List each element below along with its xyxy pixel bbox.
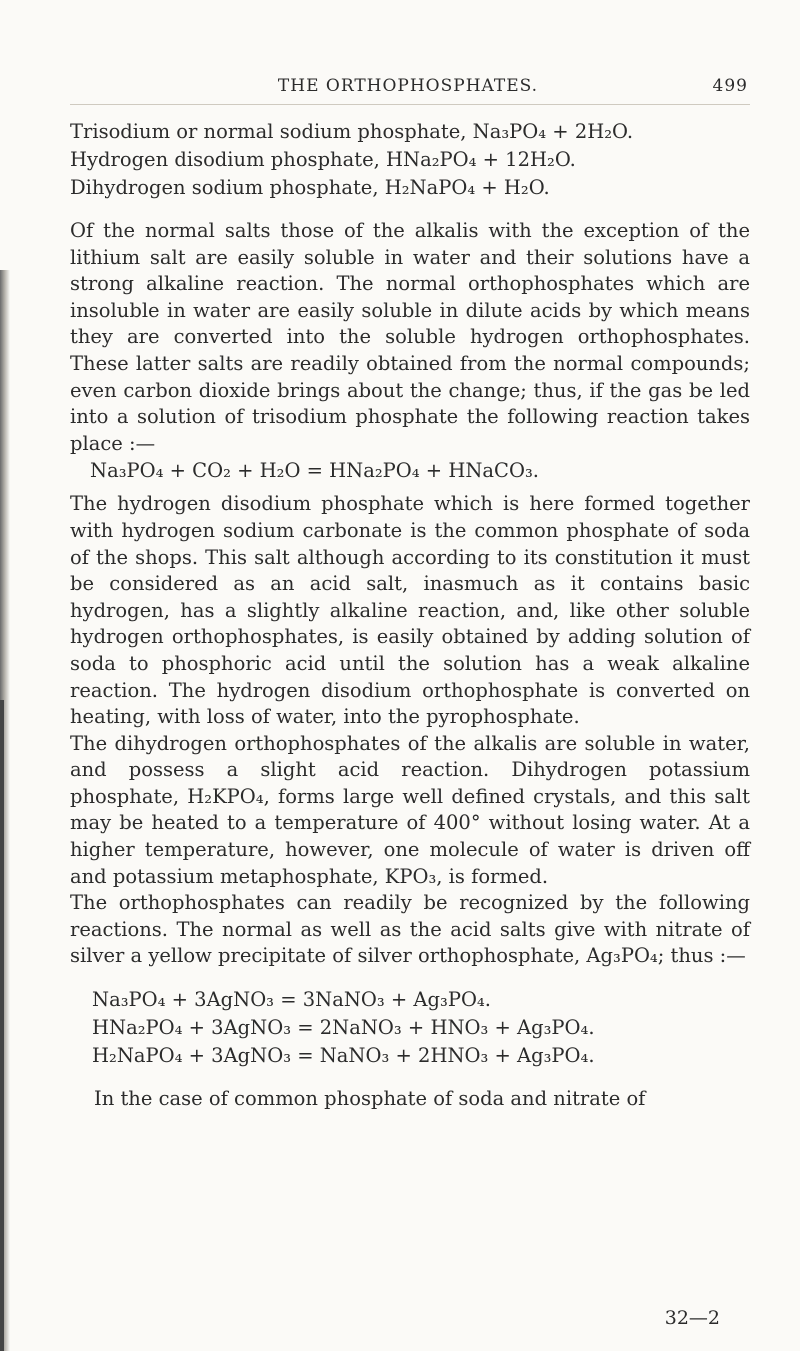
paragraph-common-phosphate: In the case of common phosphate of soda and nitrate of <box>94 1087 646 1111</box>
equation-silver-2: HNa₂PO₄ + 3AgNO₃ = 2NaNO₃ + HNO₃ + Ag₃PO₄. <box>92 1016 595 1040</box>
running-head <box>68 72 748 102</box>
binding-edge <box>0 700 4 1351</box>
page-body <box>70 118 750 1113</box>
paragraph-normal-salts: Of the normal salts those of the alkalis with the exception of the lithium salt are easily soluble in water and their solutions have a strong alkaline reaction. The normal orthophosphates which are insoluble in water are easily soluble in dilute acids by which means they are converted into the soluble hydrogen orthophosphates. These latter salts are readily obtained from the normal compounds; even carbon dioxide brings about the change; thus, if the gas be led into a solution of trisodium phosphate the following reaction takes place :— <box>70 219 750 455</box>
signature-mark: 32—2 <box>664 1307 720 1329</box>
page-number: 499 <box>712 76 748 96</box>
paragraph-recognition: The orthophosphates can readily be recognized by the following reactions. The normal as well as the acid salts give with nitrate of silver a yellow precipitate of silver orthophosphate, Ag₃PO₄; thus :— <box>70 891 750 968</box>
equation-carbon-dioxide: Na₃PO₄ + CO₂ + H₂O = HNa₂PO₄ + HNaCO₃. <box>90 459 539 483</box>
equation-silver-1: Na₃PO₄ + 3AgNO₃ = 3NaNO₃ + Ag₃PO₄. <box>92 988 491 1012</box>
header-rule <box>70 104 750 105</box>
running-title: THE ORTHOPHOSPHATES. <box>277 76 539 96</box>
silver-equations <box>70 986 750 1070</box>
paragraph-hydrogen-disodium: The hydrogen disodium phosphate which is here formed together with hydrogen sodium carbonate is the common phosphate of soda of the shops. This salt although according to its constitution it must be considered as an acid salt, inasmuch as it contains basic hydrogen, has a slightly alkaline reaction, and, like other soluble hydrogen orthophosphates, is easily obtained by adding solution of soda to phosphoric acid until the solution has a weak alkaline reaction. The hydrogen disodium orthophosphate is converted on heating, with loss of water, into the pyrophosphate. <box>70 492 750 729</box>
paragraph-dihydrogen: The dihydrogen orthophosphates of the alkalis are soluble in water, and possess a slight acid reaction. Dihydrogen potassium phosphate, H₂KPO₄, forms large well defined crystals, and this salt may be heated to a temperature of 400° without losing water. At a higher temperature, however, one molecule of water is driven off and potassium metaphosphate, KPO₃, is formed. <box>70 731 750 888</box>
formula-hydrogen-disodium: Hydrogen disodium phosphate, HNa₂PO₄ + 12H₂O. <box>70 148 576 171</box>
equation-silver-3: H₂NaPO₄ + 3AgNO₃ = NaNO₃ + 2HNO₃ + Ag₃PO₄. <box>92 1044 595 1068</box>
formula-dihydrogen-sodium: Dihydrogen sodium phosphate, H₂NaPO₄ + H₂O. <box>70 176 550 199</box>
formula-trisodium: Trisodium or normal sodium phosphate, Na₃PO₄ + 2H₂O. <box>70 120 634 143</box>
